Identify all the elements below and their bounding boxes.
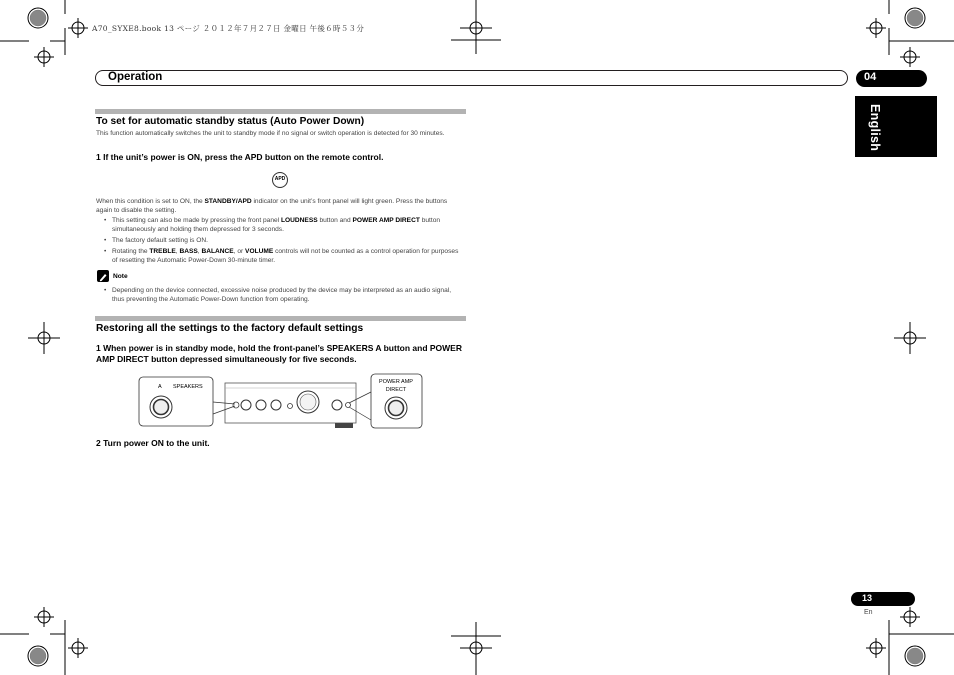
front-panel-figure: [138, 372, 424, 430]
note-bullet-list: [104, 286, 462, 306]
section-title: Operation: [108, 71, 163, 83]
fig-label-power-amp: POWER AMP: [379, 379, 413, 385]
apd-intro: This function automatically switches the unit to standby mode if no signal or switch operation is detected for 30 minutes.: [96, 130, 445, 137]
apd-bullet-list: [104, 216, 462, 267]
page-number: 13: [862, 593, 873, 603]
fig-label-direct: DIRECT: [385, 387, 407, 393]
reset-step-2: 2 Turn power ON to the unit.: [96, 438, 210, 448]
chapter-number: 04: [864, 71, 877, 83]
section-rule: [95, 109, 466, 114]
language-label: English: [868, 104, 882, 152]
section-header-bar: [95, 70, 848, 86]
print-header: A70_SYXE8.book 13 ページ ２０１２年７月２７日 金曜日 午後６時５３分: [92, 24, 365, 33]
note-label: Note: [113, 273, 128, 280]
fig-label-speakers: SPEAKERS: [173, 384, 203, 390]
note-icon: [97, 270, 109, 282]
apd-heading: To set for automatic standby status (Auto Power Down): [96, 116, 365, 127]
reset-heading: Restoring all the settings to the factory default settings: [96, 323, 364, 334]
list-item: • Depending on the device connected, excessive noise produced by the device may be interpreted as an audio signal, thus preventing the Automatic Power-Down function from operating.: [104, 286, 462, 304]
list-item: • The factory default setting is ON.: [104, 236, 462, 245]
list-item: • Rotating the TREBLE, BASS, BALANCE, or VOLUME controls will not be counted as a control operation for purposes of resetting the Automatic Power-Down 30-minute timer.: [104, 247, 462, 265]
reset-step-1: 1 When power is in standby mode, hold the front-panel’s SPEAKERS A button and POWER AMP DIRECT button depressed simultaneously for five seconds.: [96, 343, 462, 364]
page-number-pill: [851, 592, 915, 606]
page-language: En: [864, 609, 873, 616]
apd-button-label: APD: [274, 176, 286, 182]
section-rule: [95, 316, 466, 321]
fig-label-a: A: [158, 384, 162, 390]
apd-step-1: 1 If the unit’s power is ON, press the APD button on the remote control.: [96, 152, 384, 162]
list-item: • This setting can also be made by pressing the front panel LOUDNESS button and POWER AMP DIRECT button simultaneously and holding them depressed for 3 seconds.: [104, 216, 462, 234]
apd-paragraph: When this condition is set to ON, the STANDBY/APD indicator on the unit’s front panel will light green. Press the buttons again to disable the setting.: [96, 198, 448, 214]
